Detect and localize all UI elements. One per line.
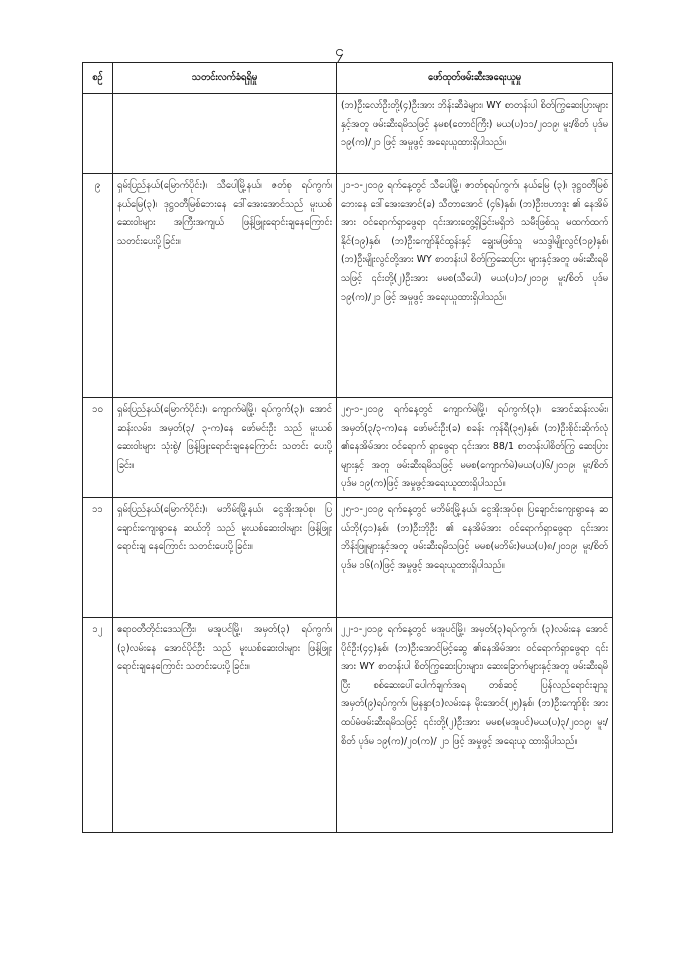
table-row	[83, 617, 613, 832]
report-table	[82, 62, 613, 833]
header-row	[83, 63, 613, 94]
action-cell: (ဘ)ဦးလော်ဦးတို့(၄)ဦးအား ဘိန်းဆီခဲများ၊ WY စာတန်းပါ စိတ်ကြွဆေးပြားများနှင့်အတူ ဖမ်းဆီးရမိသဖြင့် နမစ(တောင်ကြီး) မယ(ပ)၁၁/၂၀၁၉၊ မူး/စိတ် ပုဒ်မ ၁၉(က)/၂၁ ဖြင့် အမှုဖွင့် အရေးယူထားရှိပါသည်။	[337, 94, 613, 174]
information-cell: ရှမ်းပြည်နယ်(မြောက်ပိုင်း)၊ သီပေါမြို့နယ်၊ ဇတ်စု ရပ်ကွက်၊ နယ်မြေ(၃)၊ ဒုဋ္ဌဝတီမြစ်ဘေးနေ ဒေါ်အေးအောင်သည် မူးယစ်ဆေးဝါးများ အကြီးအကျယ် ဖြန့်ဖြူးရောင်းချနေကြောင်း သတင်းပေးပို့ခြင်း။	[113, 174, 337, 398]
serial-no-cell: ၁၁	[83, 497, 113, 617]
page-number: ၄	[335, 41, 344, 60]
information-cell: ရှမ်းပြည်နယ်(မြောက်ပိုင်း)၊ မဘိမ်းမြို့နယ်၊ ငွေအိုးအုပ်စု၊ ပြချောင်းကျေးရွာနေ ဆယ်ဘို သည် မူးယစ်ဆေးဝါးများ ဖြန့်ဖြူးရောင်းချ နေကြောင်း သတင်းပေးပို့ခြင်း။	[113, 497, 337, 617]
table-row	[83, 497, 613, 617]
header-information-received: သတင်းလက်ခံရရှိမှု	[113, 63, 337, 94]
information-cell	[113, 94, 337, 174]
action-cell: ၂၂-၁-၂၀၁၉ ရက်နေ့တွင် မအူပင်မြို့၊ အမှတ်(၃)ရပ်ကွက်၊ (၃)လမ်းနေ အောင်ပိုင်ဦး(၄၄)နှစ်၊ (ဘ)ဦးအောင်မြင့်ဆွေ ၏နေအိမ်အား ဝင်ရောက်ရှာဖွေရာ ၎င်းအား WY စာတန်းပါ စိတ်ကြွဆေးပြားများ၊ ဆေးခြောက်များနှင့်အတူ ဖမ်းဆီးရမိပြီး စစ်ဆေးပေါ်ပေါက်ချက်အရ တစ်ဆင့် ပြန်လည်ရောင်းချသူ အမှတ်(၉)ရပ်ကွက်၊ မြနန္ဒာ(၁)လမ်းနေ မိုးအောင်(၂၅)နှစ်၊ (ဘ)ဦးကျော်စိုး အား ထပ်မံဖမ်းဆီးရမိသဖြင့် ၎င်းတို့(၂)ဦးအား မမစ(မအူပင်)မယ(ပ)၃/၂၀၁၉၊ မူး/စိတ် ပုဒ်မ ၁၉(က)/၂၀(က)/ ၂၁ ဖြင့် အမှုဖွင့် အရေးယူ ထားရှိပါသည်။	[337, 617, 613, 832]
serial-no-cell: ၁၂	[83, 617, 113, 832]
table-row	[83, 94, 613, 174]
action-cell: ၂၅-၁-၂၀၁၉ ရက်နေ့တွင် မဘိမ်းမြို့နယ်၊ ငွေအိုးအုပ်စု၊ ပြချောင်းကျေးရွာနေ ဆယ်ဘို(၄၁)နှစ်၊ (ဘ)ဦးဘိုဦး ၏ နေအိမ်အား ဝင်ရောက်ရှာဖွေရာ ၎င်းအား ဘိန်းဖြူများနှင့်အတူ ဖမ်းဆီးရမိသဖြင့် မမစ(မဘိမ်း)မယ(ပ)၈/၂၀၁၉၊ မူး/စိတ်ပုဒ်မ ၁၆(ဂ)ဖြင့် အမှုဖွင့် အရေးယူထားရှိပါသည်။	[337, 497, 613, 617]
table-row	[83, 398, 613, 498]
header-serial-no: စဉ်	[83, 63, 113, 94]
information-cell: ဧရာဝတီတိုင်းဒေသကြီး၊ မအူပင်မြို့၊ အမှတ်(၃) ရပ်ကွက်၊ (၃)လမ်းနေ အောင်ပိုင်ဦး သည် မူးယစ်ဆေးဝါးများ ဖြန့်ဖြူးရောင်းချနေကြောင်း သတင်းပေးပို့ခြင်း။	[113, 617, 337, 832]
action-cell: ၂၅-၁-၂၀၁၉ ရက်နေ့တွင် ကျောက်မဲမြို့၊ ရပ်ကွက်(၃)၊ အောင်ဆန်းလမ်း၊ အမှတ်(၃/၃-က)နေ ဖော်မင်းဦး(ခ) စခန်း ကုန်ရီ(၃၅)နှစ်၊ (ဘ)ဦးစိုင်းဆိုက်လုံ ၏နေအိမ်အား ဝင်ရောက် ရှာဖွေရာ ၎င်းအား 88/1 စာတန်းပါစိတ်ကြွ ဆေးပြားများနှင့် အတူ ဖမ်းဆီးရမိသဖြင့် မမစ(ကျောက်မဲ)မယ(ပ)၆/၂၀၁၉၊ မူး/စိတ် ပုဒ်မ ၁၉(က)ဖြင့် အမှုဖွင့်အရေးယူထားရှိပါသည်။	[337, 398, 613, 498]
serial-no-cell: ၉	[83, 174, 113, 398]
serial-no-cell	[83, 94, 113, 174]
table-row	[83, 174, 613, 398]
information-cell: ရှမ်းပြည်နယ်(မြောက်ပိုင်း)၊ ကျောက်မဲမြို့၊ ရပ်ကွက်(၃)၊ အောင်ဆန်းလမ်း၊ အမှတ်(၃/ ၃-က)နေ ဖော်မင်းဦး သည် မူးယစ်ဆေးဝါးများ သုံးစွဲ/ ဖြန့်ဖြူးရောင်းချနေကြောင်း သတင်း ပေးပို့ခြင်း။	[113, 398, 337, 498]
action-cell: ၂၁-၁-၂၀၁၉ ရက်နေ့တွင် သီပေါမြို့၊ ဇာတ်စုရပ်ကွက်၊ နယ်မြေ (၃)၊ ဒုဋ္ဌဝတီမြစ်ဘေးနေ ဒေါ်အေးအောင်(ခ) သီတာအောင် (၄၆)နှစ်၊ (ဘ)ဦးဗဟာဒူး ၏ နေအိမ်အား ဝင်ရောက်ရှာဖွေရာ ၎င်းအားတွေ့ရှိခြင်းမရှိဘဲ သမီးဖြစ်သူ မထက်ထက်နိုင်(၁၉)နှစ်၊ (ဘ)ဦးကျော်နိုင်ထွန်းနှင့် ချွေးမဖြစ်သူ မသဒ္ဒါမျိုးလွင်(၁၉)နှစ်၊ (ဘ)ဦးမျိုးလွင်တို့အား WY စာတန်းပါ စိတ်ကြွဆေးပြား များနှင့်အတူ ဖမ်းဆီးရမိသဖြင့် ၎င်းတို့(၂)ဦးအား မမစ(သီပေါ) မယ(ပ)၁/၂၀၁၉၊ မူး/စိတ် ပုဒ်မ ၁၉(က)/၂၁ ဖြင့် အမှုဖွင့် အရေးယူထားရှိပါသည်။	[337, 174, 613, 398]
serial-no-cell: ၁၀	[83, 398, 113, 498]
header-action-taken: ဖော်ထုတ်ဖမ်းဆီးအရေးယူမှု	[337, 63, 613, 94]
